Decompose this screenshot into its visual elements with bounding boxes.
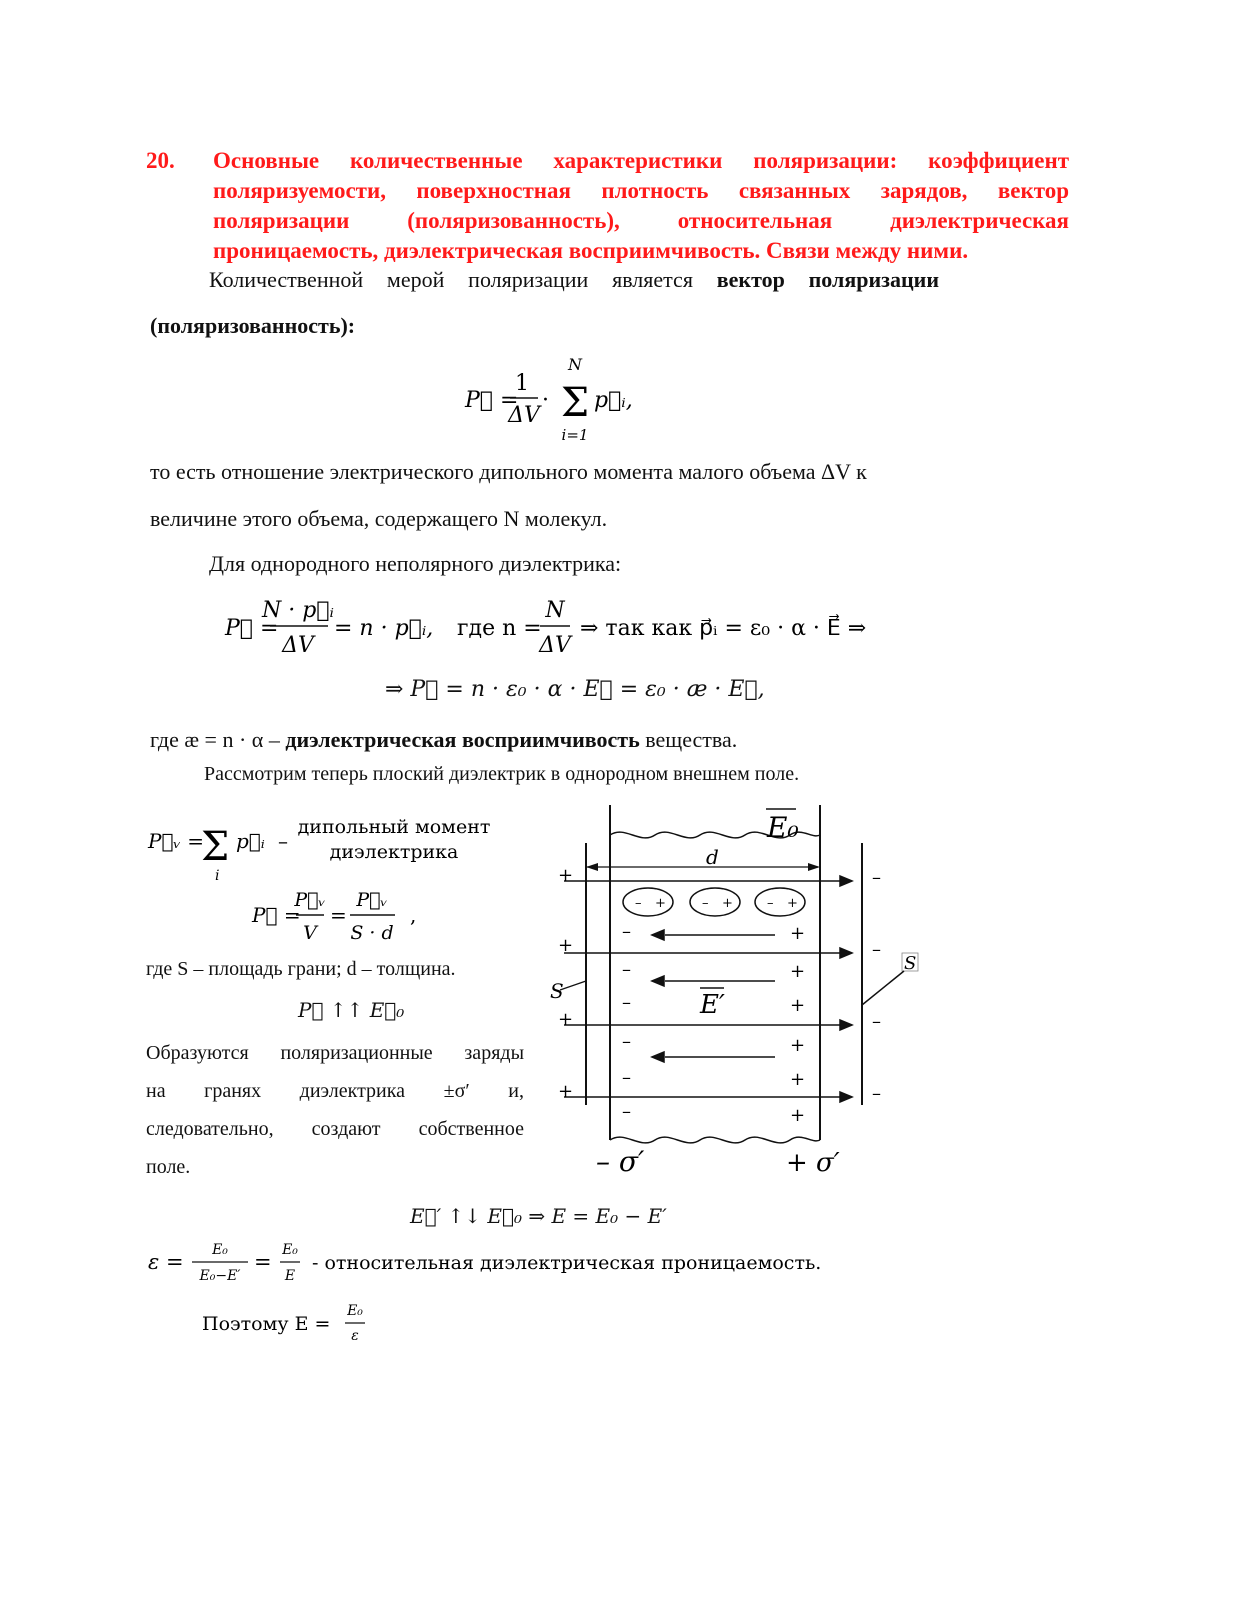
svg-text:N · p⃗ᵢ: N · p⃗ᵢ: [262, 598, 334, 623]
svg-text:–: –: [702, 896, 709, 911]
svg-text:–: –: [635, 896, 642, 911]
svg-text:–: –: [622, 1031, 631, 1052]
svg-text:+: +: [787, 896, 798, 911]
e-prime-label: E′: [700, 990, 725, 1020]
svg-text:⇒ так как p⃗ᵢ = ε₀ · α · E⃗ ⇒: ⇒ так как p⃗ᵢ = ε₀ · α · E⃗ ⇒: [580, 616, 867, 641]
svg-text:ε: ε: [351, 1328, 359, 1344]
svg-text:N: N: [545, 598, 565, 623]
svg-text:+: +: [558, 935, 574, 956]
bound-charges: [622, 921, 805, 1126]
svg-text:E: E: [284, 1268, 296, 1284]
svg-text:p⃗ᵢ,: p⃗ᵢ,: [594, 388, 633, 413]
svg-text:E₀: E₀: [347, 1303, 363, 1319]
svg-text:= n · p⃗ᵢ,: = n · p⃗ᵢ,: [334, 616, 434, 641]
svg-text:i=1: i=1: [561, 426, 589, 444]
susceptibility-term: диэлектрическая восприимчивость: [285, 727, 640, 752]
formula-therefore: [200, 1298, 400, 1348]
svg-text:=: =: [254, 1250, 272, 1274]
susceptibility-line: где æ = n · α – диэлектрическая восприимчивость вещества.: [150, 727, 738, 752]
charges-line-3: следовательно, создают собственное: [146, 1118, 524, 1140]
formula-polarization-result: ⇒ P⃗ = n · ε₀ · α · E⃗ = ε₀ · æ · E⃗,: [385, 677, 765, 702]
svg-text:–: –: [872, 1083, 881, 1104]
svg-text:+: +: [790, 995, 806, 1016]
heading-title: [213, 146, 1069, 266]
explain-line-1: то есть отношение электрического дипольного момента малого объема ΔV к: [150, 459, 867, 484]
svg-text:S: S: [550, 979, 564, 1003]
svg-text:N: N: [568, 355, 582, 374]
svg-text:1: 1: [515, 371, 529, 396]
svg-text:- относительная диэлектрическа: - относительная диэлектрическая проницаемость.: [312, 1252, 822, 1274]
svg-text:ε =: ε =: [148, 1250, 184, 1274]
svg-text:+: +: [655, 896, 666, 911]
svg-text:+: +: [790, 961, 806, 982]
svg-text:E₀: E₀: [212, 1242, 228, 1258]
svg-text:E₀: E₀: [282, 1242, 298, 1258]
molecule-dipoles: [623, 888, 805, 916]
svg-text:p⃗ᵢ: p⃗ᵢ: [236, 829, 265, 853]
svg-text:–: –: [872, 1011, 881, 1032]
svg-text:–: –: [622, 921, 631, 942]
formula-p-parallel-e0: P⃗ ↑↑ E⃗₀: [298, 998, 405, 1022]
svg-text:–: –: [622, 959, 631, 980]
formula-nonpolar: [220, 590, 870, 670]
svg-text:–: –: [622, 1101, 631, 1122]
svg-text:–: –: [278, 829, 288, 853]
intro-prefix: Количественной мерой поляризации является: [209, 267, 693, 292]
dielectric-diagram: [540, 795, 930, 1185]
formula-e-prime-antiparallel: E⃗′ ↑↓ E⃗₀ ⇒ E = E₀ − E′: [410, 1204, 667, 1228]
plate-charges: [558, 865, 881, 1104]
svg-text:–: –: [622, 1067, 631, 1088]
svg-text:+: +: [558, 865, 574, 886]
svg-text:+: +: [790, 1105, 806, 1126]
intro-term: вектор поляризации: [716, 267, 940, 292]
formula-polarization-vector: [440, 350, 660, 450]
svg-text:где n =: где n =: [457, 616, 542, 641]
svg-text:ΔV: ΔV: [508, 403, 540, 428]
svg-text:i: i: [215, 868, 220, 884]
svg-text:S: S: [904, 953, 917, 974]
svg-text:Σ: Σ: [560, 380, 590, 426]
svg-text:·: ·: [542, 388, 549, 413]
svg-text:–: –: [872, 867, 881, 888]
svg-text:–: –: [872, 939, 881, 960]
svg-text:E₀−E′: E₀−E′: [199, 1268, 241, 1284]
svg-text:+: +: [722, 896, 733, 911]
formula-p-over-volume: [250, 884, 430, 948]
svg-text:–: –: [767, 896, 774, 911]
svg-text:P⃗ᵥ: P⃗ᵥ: [294, 889, 326, 911]
intro-line: [209, 266, 939, 294]
svg-text:– σ′: – σ′: [596, 1145, 645, 1178]
plane-intro: Рассмотрим теперь плоский диэлектрик в однородном внешнем поле.: [204, 763, 800, 785]
svg-text:,: ,: [410, 903, 417, 927]
where-s-d: где S – площадь грани; d – толщина.: [146, 958, 456, 980]
svg-text:S · d: S · d: [350, 922, 394, 944]
svg-text:Поэтому E =: Поэтому E =: [202, 1313, 331, 1335]
formula-dipole-moment: [146, 808, 536, 888]
charges-line-2: на гранях диэлектрика ±σ′ и,: [146, 1080, 524, 1102]
svg-text:ΔV: ΔV: [282, 633, 314, 658]
svg-text:P⃗ =: P⃗ =: [225, 616, 279, 641]
svg-text:дипольный момент: дипольный момент: [297, 816, 491, 838]
svg-text:+: +: [790, 923, 806, 944]
svg-text:d: d: [706, 845, 719, 869]
svg-text:P⃗ᵥ =: P⃗ᵥ =: [148, 829, 205, 853]
charges-line-4: поле.: [146, 1156, 191, 1178]
svg-text:=: =: [330, 903, 347, 927]
svg-text:P⃗ =: P⃗ =: [252, 903, 301, 927]
svg-text:+ σ′: + σ′: [786, 1148, 840, 1178]
svg-text:E₀: E₀: [767, 811, 799, 844]
svg-text:+: +: [558, 1081, 574, 1102]
explain-line-2: величине этого объема, содержащего N молекул.: [150, 506, 608, 531]
charges-line-1: Образуются поляризационные заряды: [146, 1042, 524, 1064]
svg-text:+: +: [790, 1035, 806, 1056]
svg-text:ΔV: ΔV: [539, 633, 571, 658]
formula-relative-permittivity: [146, 1238, 826, 1294]
heading-number: 20.: [146, 148, 175, 173]
svg-text:+: +: [558, 1009, 574, 1030]
svg-text:диэлектрика: диэлектрика: [329, 841, 459, 863]
svg-text:P⃗ᵥ: P⃗ᵥ: [356, 889, 388, 911]
svg-text:+: +: [790, 1069, 806, 1090]
svg-text:–: –: [622, 992, 631, 1013]
intro-term-cont: (поляризованность):: [150, 313, 356, 338]
heading-text: Основные количественные характеристики поляризации: коэффициент поляризуемости, поверхностная плотность связанных зарядов, вектор поляризации (поляризованность), относительная диэлектрическая проницаемость, диэлектрическая восприимчивость. Связи между ними.: [213, 148, 1069, 263]
nonpolar-heading: Для однородного неполярного диэлектрика:: [209, 551, 622, 576]
svg-text:V: V: [303, 922, 317, 944]
svg-text:Σ: Σ: [201, 824, 230, 870]
svg-text:P⃗ =: P⃗ =: [465, 388, 519, 413]
